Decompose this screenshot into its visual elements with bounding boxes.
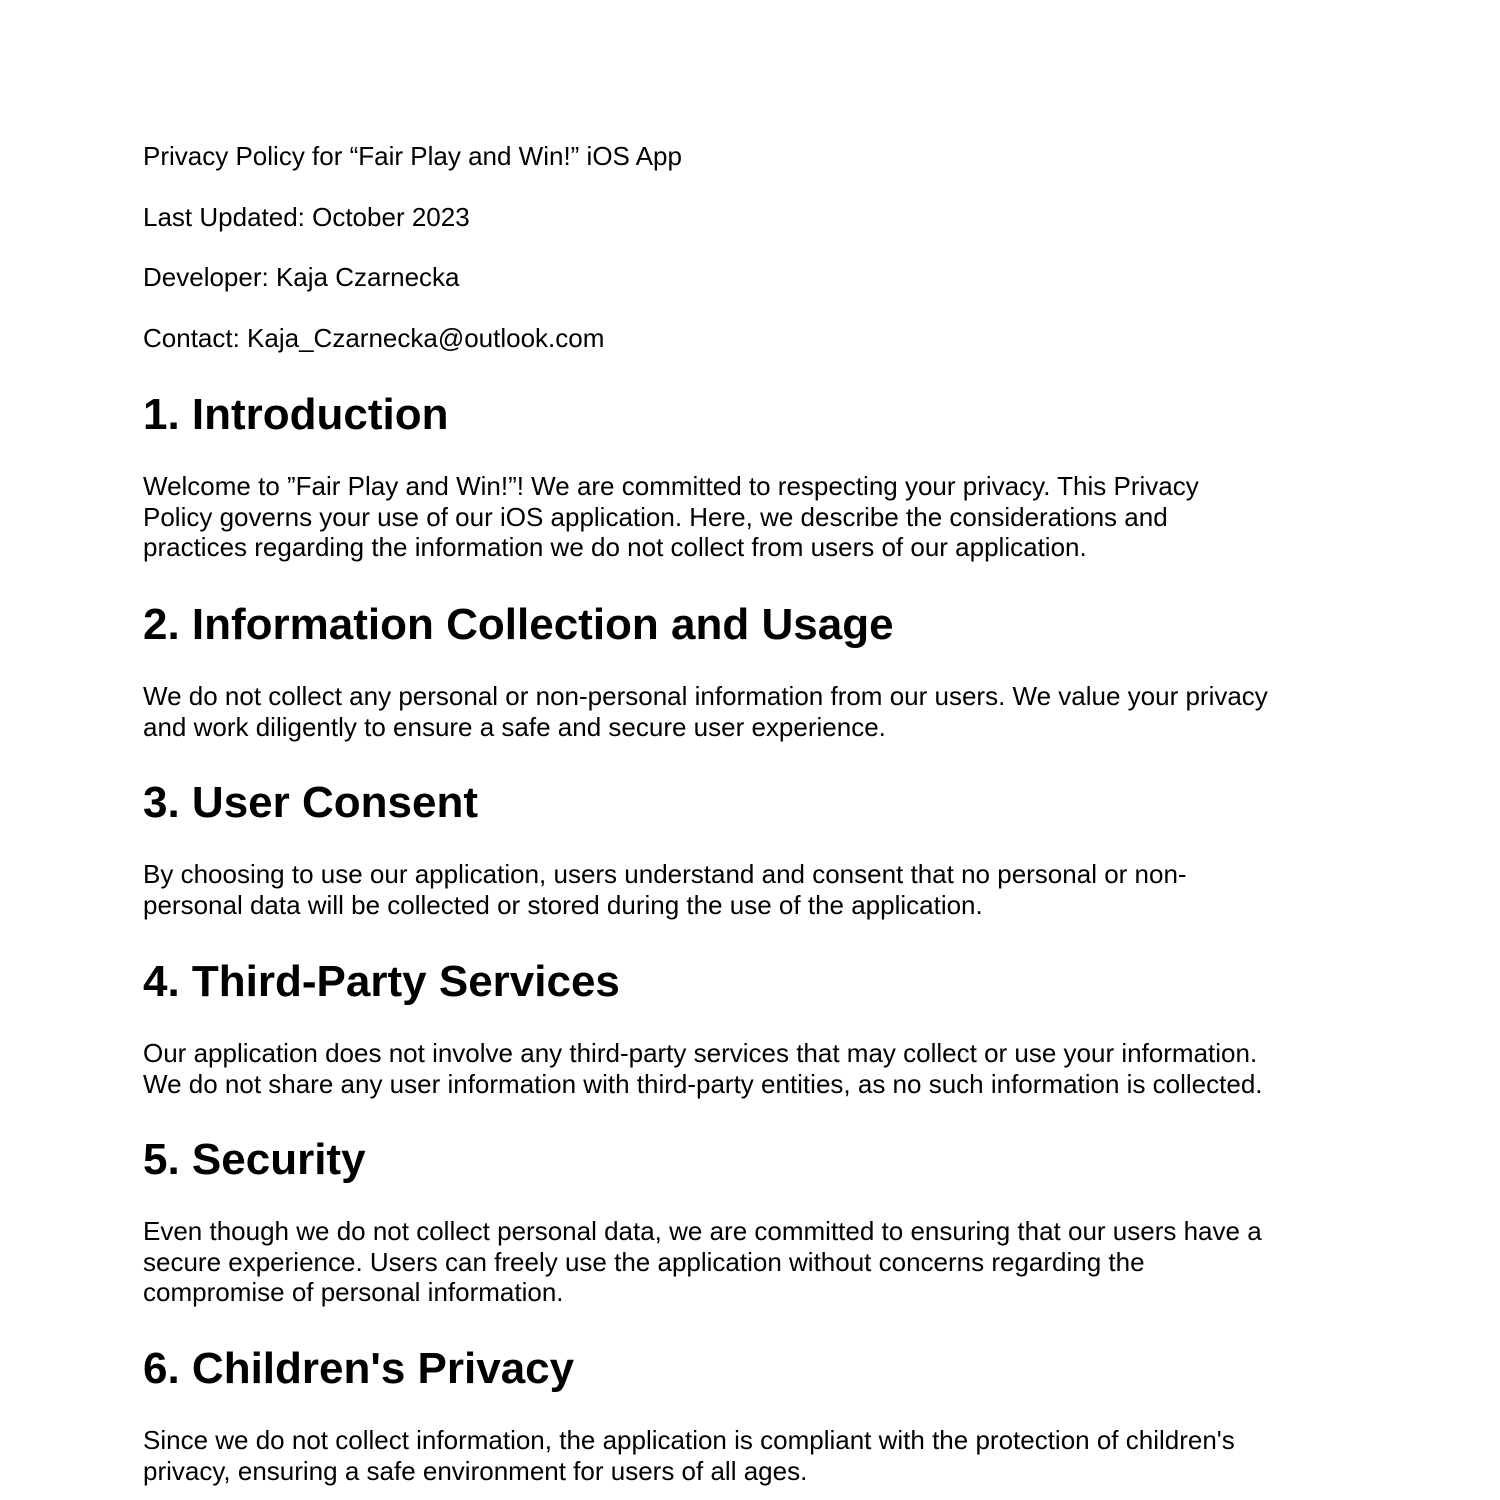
section-body-security — [143, 1216, 1363, 1308]
paragraph-line: We do not share any user information with third-party entities, as no such information is collected. — [143, 1068, 1263, 1099]
last-updated: Last Updated: October 2023 — [143, 202, 470, 232]
document-page — [143, 0, 1363, 1500]
paragraph-line: privacy, ensuring a safe environment for users of all ages. — [143, 1455, 808, 1486]
section-heading-security: 5. Security — [143, 1135, 366, 1184]
paragraph-line: Welcome to ”Fair Play and Win!”! We are committed to respecting your privacy. This Privacy — [143, 471, 1199, 501]
paragraph-line: Even though we do not collect personal data, we are committed to ensuring that our users have a — [143, 1216, 1262, 1246]
paragraph-line: personal data will be collected or stored during the use of the application. — [143, 889, 983, 920]
paragraph-line: Policy governs your use of our iOS application. Here, we describe the considerations and — [143, 501, 1168, 532]
document-title: Privacy Policy for “Fair Play and Win!” iOS App — [143, 141, 682, 171]
section-body-introduction — [143, 471, 1363, 563]
developer-line: Developer: Kaja Czarnecka — [143, 262, 460, 292]
paragraph-line: By choosing to use our application, users understand and consent that no personal or non- — [143, 859, 1187, 889]
section-body-information-collection — [143, 681, 1363, 742]
section-heading-introduction: 1. Introduction — [143, 390, 449, 439]
section-heading-information-collection: 2. Information Collection and Usage — [143, 600, 894, 649]
section-body-user-consent — [143, 859, 1363, 920]
paragraph-line: practices regarding the information we do not collect from users of our application. — [143, 532, 1087, 562]
paragraph-line: Since we do not collect information, the application is compliant with the protection of children's — [143, 1425, 1235, 1455]
section-body-childrens-privacy — [143, 1425, 1363, 1486]
paragraph-line: secure experience. Users can freely use the application without concerns regarding the — [143, 1246, 1145, 1277]
section-body-third-party — [143, 1038, 1363, 1099]
paragraph-line: and work diligently to ensure a safe and secure user experience. — [143, 711, 886, 742]
section-heading-user-consent: 3. User Consent — [143, 778, 478, 827]
contact-line: Contact: Kaja_Czarnecka@outlook.com — [143, 323, 605, 353]
paragraph-line: compromise of personal information. — [143, 1277, 564, 1307]
paragraph-line: We do not collect any personal or non-personal information from our users. We value your privacy — [143, 681, 1268, 711]
section-heading-third-party: 4. Third-Party Services — [143, 957, 620, 1006]
paragraph-line: Our application does not involve any third-party services that may collect or use your information. — [143, 1038, 1258, 1068]
section-heading-childrens-privacy: 6. Children's Privacy — [143, 1344, 575, 1393]
